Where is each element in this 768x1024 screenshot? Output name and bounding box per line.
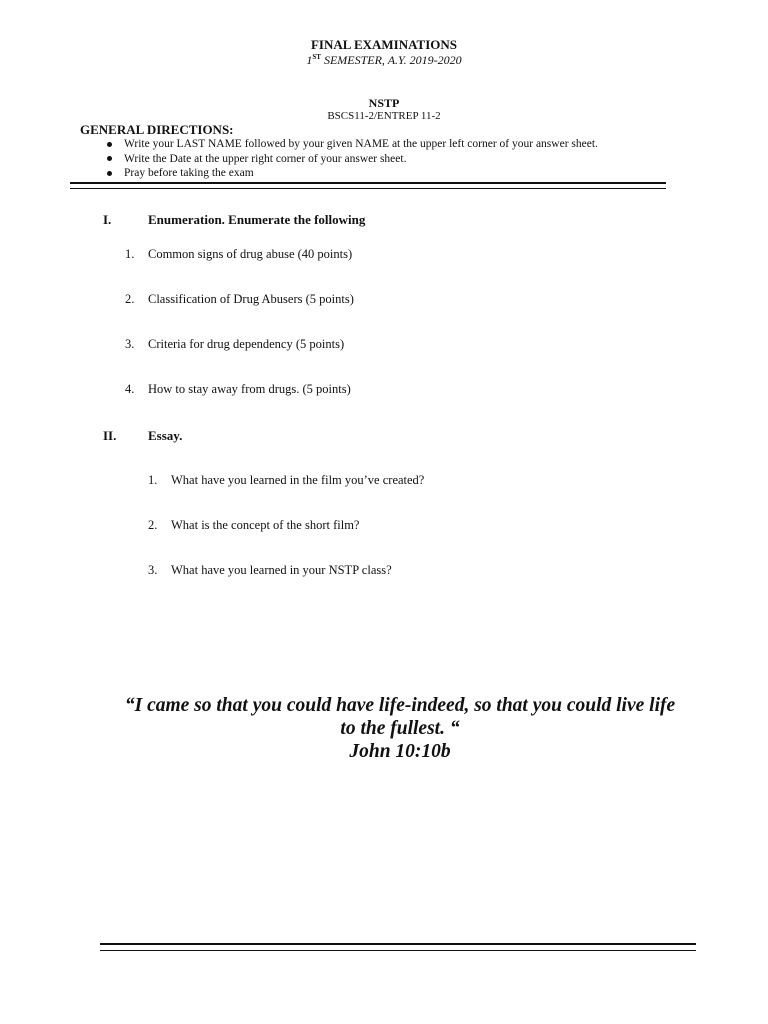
part1-item-number: 2. <box>125 292 135 306</box>
footer-divider-thin <box>100 950 696 951</box>
part1-item-text: Common signs of drug abuse (40 points) <box>148 247 353 261</box>
part2-item-number: 2. <box>148 518 158 532</box>
part2-item-number: 3. <box>148 563 158 577</box>
direction-item: Write your LAST NAME followed by your given NAME at the upper left corner of your answer sheet. <box>105 137 598 152</box>
part1-item-text: Criteria for drug dependency (5 points) <box>148 337 345 351</box>
semester-number: 1 <box>306 53 313 67</box>
semester-ordinal: ST <box>312 53 321 61</box>
part1-numeral: I. <box>103 212 112 227</box>
directions-heading: GENERAL DIRECTIONS: <box>80 122 234 137</box>
part2-numeral: II. <box>103 428 117 443</box>
bible-quote-citation: John 10:10b <box>349 741 451 762</box>
direction-item: Write the Date at the upper right corner of your answer sheet. <box>105 152 598 167</box>
exam-title: FINAL EXAMINATIONS <box>310 37 458 52</box>
header-divider-thick <box>70 182 666 184</box>
part1-item-text: How to stay away from drugs. (5 points) <box>148 382 351 396</box>
part2-item-text: What have you learned in the film you’ve created? <box>171 473 425 487</box>
part2-item-number: 1. <box>148 473 158 487</box>
course-name: NSTP <box>368 96 400 110</box>
part1-item-number: 3. <box>125 337 135 351</box>
part1-title: Enumeration. Enumerate the following <box>148 212 366 227</box>
part2-item-text: What have you learned in your NSTP class? <box>171 563 392 577</box>
part2-item-text: What is the concept of the short film? <box>171 518 360 532</box>
direction-item: Pray before taking the exam <box>105 166 598 181</box>
header-divider-thin <box>70 188 666 189</box>
course-sections: BSCS11-2/ENTREP 11-2 <box>327 110 441 122</box>
bible-quote-line1: “I came so that you could have life-indeed, so that you could live life <box>124 695 676 716</box>
semester-academic-year: SEMESTER, A.Y. 2019-2020 <box>320 53 462 67</box>
part1-item-text: Classification of Drug Abusers (5 points) <box>148 292 354 306</box>
part2-title: Essay. <box>148 428 183 443</box>
directions-list <box>105 137 598 181</box>
semester-line <box>0 53 768 68</box>
part1-item-number: 4. <box>125 382 135 396</box>
part1-item-number: 1. <box>125 247 135 261</box>
footer-divider-thick <box>100 943 696 945</box>
bible-quote-line2: to the fullest. “ <box>340 718 460 739</box>
